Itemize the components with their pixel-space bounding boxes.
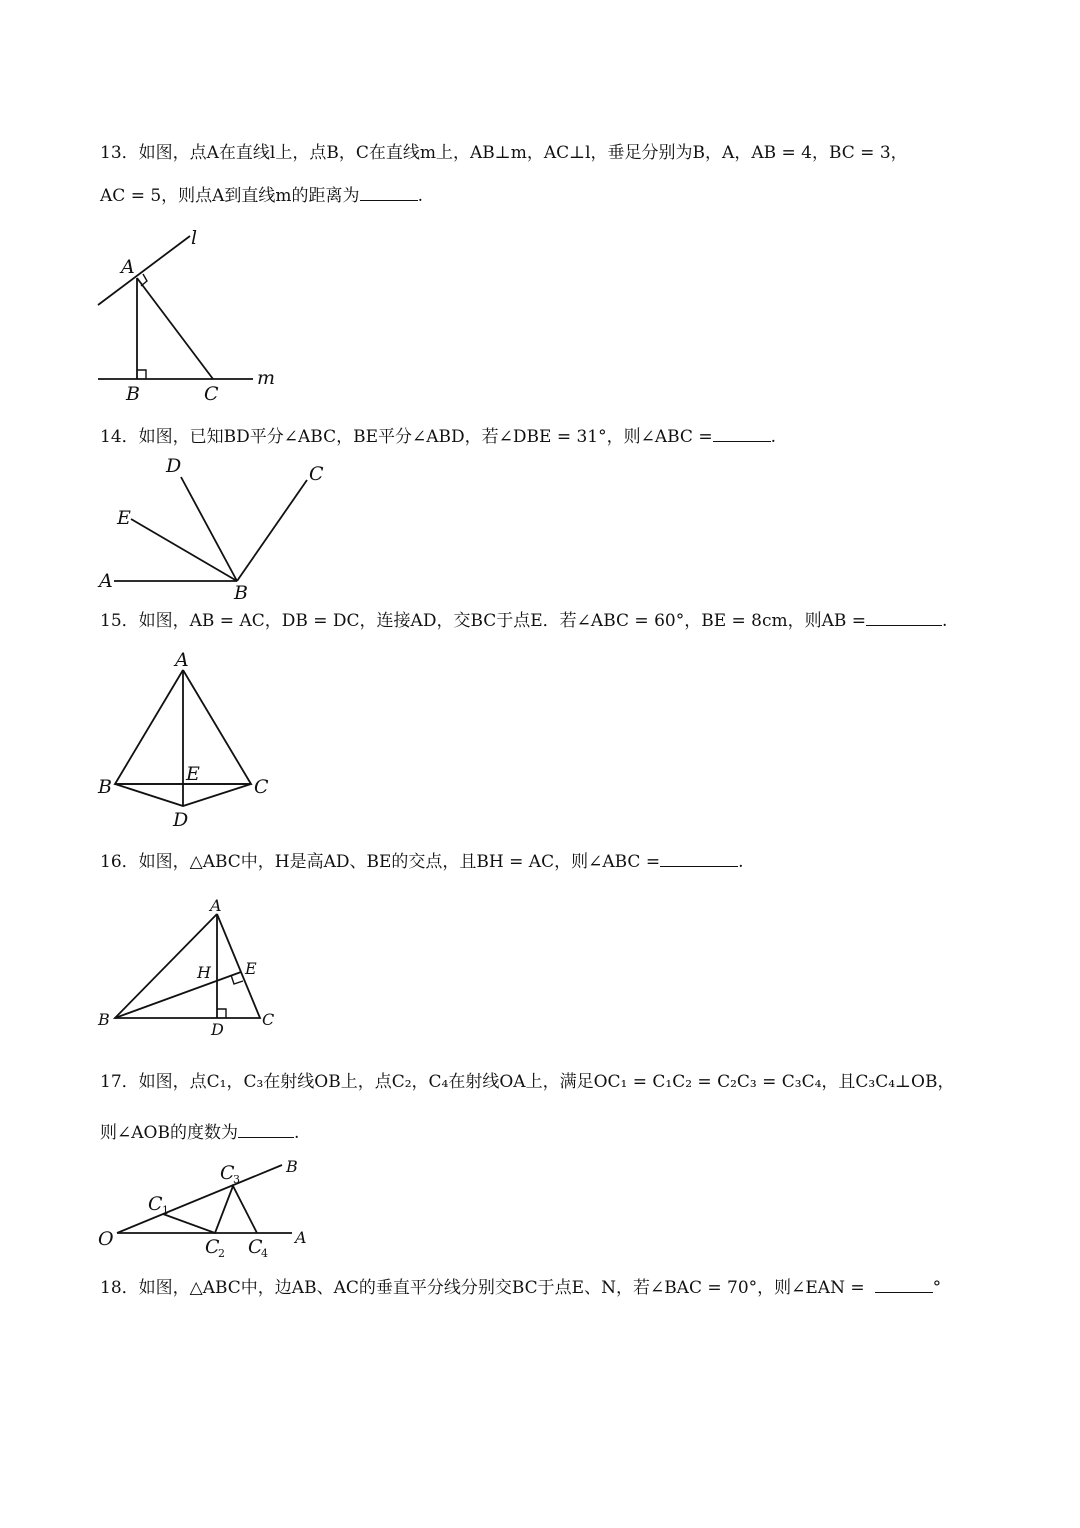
zigzag-C1-C2-C3-C4 bbox=[163, 1186, 257, 1233]
label-D: D bbox=[211, 1020, 224, 1039]
label-C4-sub: 4 bbox=[261, 1247, 268, 1260]
label-A: A bbox=[210, 896, 222, 915]
label-B: B bbox=[126, 383, 140, 405]
label-H: H bbox=[197, 963, 211, 982]
label-l: l bbox=[191, 227, 198, 249]
label-B: B bbox=[286, 1157, 298, 1176]
label-A: A bbox=[121, 256, 135, 278]
label-E: E bbox=[117, 507, 131, 529]
question-15-text: 15．如图，AB = AC，DB = DC，连接AD，交BC于点E．若∠ABC = 60°，BE = 8cm，则AB = bbox=[100, 611, 867, 631]
label-C1: C bbox=[148, 1193, 163, 1215]
question-14-text: 14．如图，已知BD平分∠ABC，BE平分∠ABD，若∠DBE = 31°，则∠ABC = bbox=[100, 427, 713, 447]
question-15-end: . bbox=[942, 611, 948, 631]
label-C4: C bbox=[248, 1236, 263, 1258]
label-O: O bbox=[98, 1228, 114, 1250]
label-D: D bbox=[173, 809, 189, 831]
label-m: m bbox=[257, 367, 276, 389]
label-C2: C bbox=[205, 1236, 220, 1258]
label-C: C bbox=[309, 463, 324, 485]
label-C: C bbox=[262, 1010, 275, 1029]
question-13-text-2: AC = 5，则点A到直线m的距离为 bbox=[100, 186, 360, 206]
label-C: C bbox=[254, 776, 269, 798]
question-17-text-2: 则∠AOB的度数为 bbox=[100, 1123, 238, 1143]
label-D: D bbox=[166, 455, 182, 477]
label-B: B bbox=[98, 776, 112, 798]
label-C3-sub: 3 bbox=[233, 1173, 240, 1186]
label-B: B bbox=[234, 582, 248, 604]
label-A: A bbox=[295, 1228, 307, 1247]
question-16-end: . bbox=[738, 852, 744, 872]
label-A: A bbox=[175, 649, 189, 671]
label-C3: C bbox=[220, 1162, 235, 1184]
label-C: C bbox=[204, 383, 219, 405]
question-18 bbox=[100, 1275, 1000, 1301]
label-A: A bbox=[99, 570, 113, 592]
question-13-text: 13．如图，点A在直线l上，点B，C在直线m上，AB⊥m，AC⊥l，垂足分别为B，A，AB = 4，BC = 3， bbox=[100, 143, 908, 163]
question-17-text: 17．如图，点C₁，C₃在射线OB上，点C₂，C₄在射线OA上，满足OC₁ = C₁C₂ = C₂C₃ = C₃C₄，且C₃C₄⊥OB， bbox=[100, 1072, 955, 1092]
ray-OB bbox=[117, 1165, 282, 1233]
label-B: B bbox=[98, 1010, 110, 1029]
label-C2-sub: 2 bbox=[218, 1247, 225, 1260]
question-18-text: 18．如图，△ABC中，边AB、AC的垂直平分线分别交BC于点E、N，若∠BAC = 70°，则∠EAN = bbox=[100, 1278, 865, 1298]
question-13-end: . bbox=[417, 186, 423, 206]
question-16-text: 16．如图，△ABC中，H是高AD、BE的交点，且BH = AC，则∠ABC = bbox=[100, 852, 661, 872]
answer-blank-18[interactable] bbox=[875, 1276, 933, 1293]
question-14-end: . bbox=[770, 427, 776, 447]
question-17-end: . bbox=[293, 1123, 300, 1143]
label-E: E bbox=[186, 763, 200, 785]
question-18-end: ° bbox=[932, 1278, 942, 1298]
label-C1-sub: 1 bbox=[162, 1204, 169, 1217]
label-E: E bbox=[245, 959, 257, 978]
